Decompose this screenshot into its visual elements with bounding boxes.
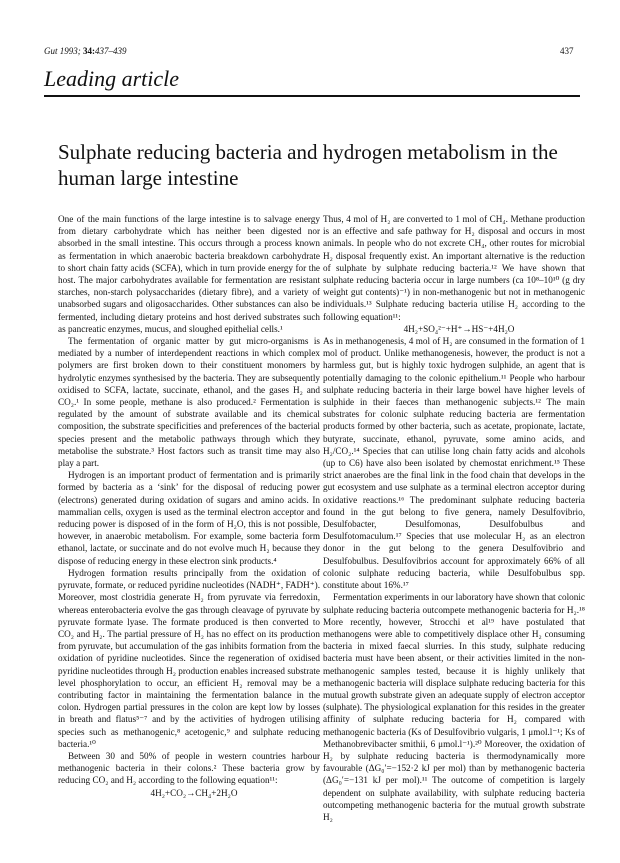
right-column xyxy=(323,213,585,823)
journal-citation xyxy=(44,46,127,56)
journal-volume: 34: xyxy=(83,46,95,56)
paragraph: As in methanogenesis, 4 mol of H₂ are consumed in the formation of 1 mol of product. Unlike methanogenesis, however, the product is not a harmless gut, but is highly toxic hydrogen sulphide, an agent that is potentially damaging to the colonic epithelium.¹¹ People who harbour sulphate reducing bacteria in their large bowel have higher levels of sulphide in their faeces than methanogenic subjects.¹² The main substrates for colonic sulphate reducing bacteria are fermentation products formed by other bacteria, such as acetate, propionate, lactate, butyrate, succinate, ethanol, pyruvate, some amino acids, and H₂/CO₂.¹⁴ Species that can utilise long chain fatty acids and alcohols (up to C6) have also been isolated by chemostat enrichment.¹⁵ These strict anaerobes are the final link in the food chain that develops in the gut ecosystem and use sulphate as a terminal electron acceptor during oxidative reactions.¹⁶ The predominant sulphate reducing bacteria found in the gut belong to five genera, namely Desulfovibrio, Desulfobacter, Desulfomonas, Desulfobulbus and Desulfotomaculum.¹⁷ Species that use molecular H₂ as an electron donor in the gut belong to the genera Desulfovibrio and Desulfobulbus. Desulfovibrios account for approximately 66% of all colonic sulphate reducing bacteria, while Desulfobulbus spp. constitute about 16%.¹⁷ xyxy=(323,336,585,591)
article-title: Sulphate reducing bacteria and hydrogen metabolism in the human large intestine xyxy=(58,140,558,190)
paragraph: Hydrogen formation results principally from the oxidation of pyruvate, formate, or reduced pyridine nucleotides (NADH⁺, FADH⁺). Moreover, most clostridia generate H₂ from pyruvate via ferredoxin, whereas enterobacteria evolve the gas through cleavage of pyruvate by pyruvate formate lyase. The formate produced is then converted to CO₂ and H₂. The partial pressure of H₂ has no effect on its production from pyruvate, but accumulation of the gas inhibits formation from the oxidation of pyridine nucleotides. Since the regeneration of oxidised pyridine nucleotides through H₂ production enables increased substrate level phosphorylation to occur, an efficient H₂ removal may be a contributing factor in maintaining the fermentation balance in the colon. Hydrogen partial pressures in the colon are kept low by losses in breath and flatus⁵⁻⁷ and by the activities of hydrogen utilising species such as methanogenic,⁸ acetogenic,⁹ and sulphate reducing bacteria.¹⁰ xyxy=(58,567,320,749)
equation-methanogenesis: 4H₂+CO₂→CH₄+2H₂O xyxy=(150,787,238,798)
page-number: 437 xyxy=(560,46,574,56)
paragraph: Between 30 and 50% of people in western countries harbour methanogenic bacteria in their colons.² These bacteria grow by reducing CO₂ and H₂ according to the following equation¹¹: xyxy=(58,750,320,786)
equation-sulphate-reduction: 4H₂+SO₄²⁻+H⁺→HS⁻+4H₂O xyxy=(403,323,515,334)
journal-pages: 437–439 xyxy=(95,46,127,56)
section-heading: Leading article xyxy=(44,66,580,97)
journal-year: 1993; xyxy=(59,46,81,56)
journal-name: Gut xyxy=(44,46,58,56)
paragraph: One of the main functions of the large intestine is to salvage energy from dietary carbohydrate which has neither been digested nor absorbed in the small intestine. This occurs through a process known as fermentation in which anaerobic bacteria breakdown carbohydrate to short chain fatty acids (SCFA), which in turn provide energy for the host. The major carbohydrates available for fermentation are resistant starches, non-starch polysaccharides (dietary fibre), and a variety of unabsorbed sugars and oligosaccharides. Other substances can also be fermented, including dietary proteins and host derived substrates such as pancreatic enzymes, mucus, and sloughed epithelial cells.¹ xyxy=(58,214,320,334)
left-column xyxy=(58,213,320,799)
paragraph: Fermentation experiments in our laboratory have shown that colonic sulphate reducing bacteria outcompete methanogenic bacteria for H₂.¹⁸ More recently, however, Strocchi et al¹⁹ have postulated that methanogens were able to competitively displace other H₂ consuming bacteria in mixed faecal slurries. In this study, sulphate reducing bacteria must have been absent, or their activities limited in the non-methanogenic samples tested, because it is highly unlikely that methanogenic bacteria will displace sulphate reducing bacteria for this mutual growth substrate given an adequate supply of electron acceptor (sulphate). The physiological explanation for this resides in the greater affinity of sulphate reducing bacteria for H₂ compared with methanogenic bacteria (Ks of Desulfovibrio vulgaris, 1 μmol.l⁻¹; Ks of Methanobrevibacter smithii, 6 μmol.l⁻¹).²⁰ Moreover, the oxidation of H₂ by sulphate reducing bacteria is thermodynamically more favourable (ΔG₀′=−152·2 kJ per mol) than by methanogenic bacteria (ΔG₀′=−131 kJ per mol).¹¹ The outcome of competition is largely dependent on sulphate availability, with sulphate reducing bacteria outcompeting methanogenic bacteria for the mutual growth substrate H₂ xyxy=(323,592,585,822)
paragraph: The fermentation of organic matter by gut micro-organisms is mediated by a number of interdependent reactions in which complex polymers are first broken down to their constituent monomers by hydrolytic enzymes synthesised by the bacteria. They are subsequently oxidised to SCFA, lactate, succinate, ethanol, and the gases H₂ and CO₂.¹ In some people, methane is also produced.² Fermentation is regulated by the amount of substrate available and its chemical composition, the substrate specificities and preferences of the bacterial species present and the metabolic pathways through which they metabolise the substrate.³ Host factors such as transit time may also play a part. xyxy=(58,336,320,469)
paragraph: Thus, 4 mol of H₂ are converted to 1 mol of CH₄. Methane production is an effective and safe pathway for H₂ disposal and occurs in most animals. In people who do not excrete CH₄, other routes for microbial H₂ disposal frequently exist. An important alternative is the reduction of sulphate by sulphate reducing bacteria.¹² We have shown that sulphate reducing bacteria occur in large numbers (ca 10⁸–10¹⁰ (g dry weight gut contents)⁻¹) in non-methanogenic but not in methanogenic individuals.¹³ Sulphate reducing bacteria utilise H₂ according to the following equation¹¹: xyxy=(323,214,585,322)
paragraph: Hydrogen is an important product of fermentation and is primarily formed by bacteria as a ‘sink’ for the disposal of reducing power (electrons) generated during oxidation of sugars and amino acids. In mammalian cells, oxygen is used as the terminal electron acceptor and reducing power is disposed of in the form of H₂O, this is not possible, however, in anaerobic metabolism. For example, some bacteria form ethanol, lactate, or succinate and do not evolve much H₂ because they dispose of reducing energy in these electron sink products.⁴ xyxy=(58,470,320,566)
